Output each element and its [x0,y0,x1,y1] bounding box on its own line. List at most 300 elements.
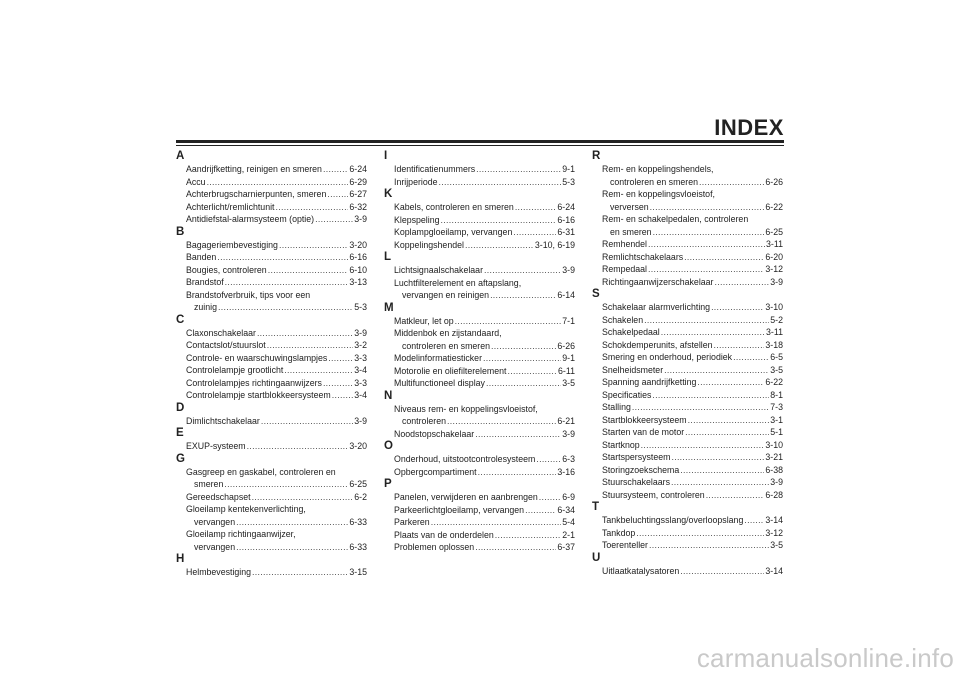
dot-leader [323,377,353,390]
dot-leader [652,389,769,402]
dot-leader [490,289,556,302]
index-entry-page: 3-9 [354,327,367,338]
index-entry-label: Parkeren [394,517,430,527]
index-entry[interactable] [384,403,575,428]
index-entry-page: 6-26 [765,176,783,187]
index-letter-heading: B [176,225,185,238]
index-entry[interactable] [592,489,783,502]
index-entry-label: Banden [186,252,217,262]
index-entry-label: Toerenteller [602,540,648,550]
index-entry-label: Startblokkeersysteem [602,414,687,425]
index-entry[interactable] [592,451,783,464]
index-entry-page: 6-38 [765,464,783,475]
dot-leader [465,239,534,252]
dot-leader [711,301,764,314]
dot-leader [486,377,561,390]
dot-leader [653,226,765,239]
index-entry-label: Controlelampje grootlicht [186,365,284,375]
index-entry[interactable] [176,176,367,189]
dot-leader [323,163,348,176]
index-entry-label: Problemen oplossen [394,542,475,552]
index-entry[interactable] [384,516,575,529]
index-entry[interactable] [176,377,367,390]
index-entry-page: 3-18 [765,339,783,350]
index-entry-page: 3-11 [766,327,783,337]
index-entry-label: Storingzoekschema [602,464,680,475]
index-entry[interactable] [592,301,783,314]
index-entry[interactable] [176,163,367,176]
index-entry[interactable] [176,289,367,314]
index-entry[interactable] [176,364,367,377]
index-letter-heading: M [384,301,394,314]
index-entry-label: Antidiefstal-alarmsysteem (optie) [186,214,315,224]
index-entry[interactable] [176,440,367,453]
index-entry-label: Stalling [602,402,631,412]
index-entry-page: 6-21 [557,416,575,426]
dot-leader [650,201,765,214]
dot-leader [484,264,561,277]
dot-leader [455,315,562,328]
dot-leader [439,176,562,189]
index-entry[interactable] [384,491,575,504]
dot-leader [267,339,354,352]
index-entry-label: Dimlichtschakelaar [186,415,260,426]
index-entry-page: 5-3 [562,176,575,187]
index-entry-page: 3-12 [765,264,783,274]
index-entry[interactable] [592,238,783,251]
index-entry-page: 3-10, 6-19 [534,239,575,250]
index-entry-page: 6-33 [349,541,367,552]
index-entry[interactable] [176,491,367,504]
index-entry[interactable] [592,464,783,477]
index-entry[interactable] [384,214,575,227]
dot-leader [327,188,348,201]
index-entry[interactable] [384,365,575,378]
index-entry-page: 3-5 [770,540,783,550]
dot-leader [744,514,764,527]
index-entry-label: Klepspeling [394,214,440,225]
header-rule-thin [176,145,784,146]
index-entry-page: 3-1 [770,414,783,425]
index-entry-label: Achterlicht/remlichtunit [186,201,275,212]
index-letter-heading: K [384,188,393,200]
index-entry[interactable] [592,351,783,364]
index-entry-label: Schokdemperunits, afstellen [602,339,713,350]
index-entry-page: 3-13 [349,277,367,287]
dot-leader [632,401,769,414]
index-entry-page: 6-20 [765,251,783,262]
index-column-2 [384,150,575,554]
index-entry[interactable] [176,327,367,340]
index-entry-page: 6-22 [765,201,783,212]
dot-leader [224,478,348,491]
index-entry[interactable] [176,201,367,214]
dot-leader [636,527,764,540]
index-entry[interactable] [592,414,783,427]
index-entry-label: Uitlaatkatalysatoren [602,565,680,576]
index-entry-label: Brandstofverbruik, tips voor een [186,289,311,300]
index-entry-label: Contactslot/stuurslot [186,340,266,350]
index-entry[interactable] [176,566,367,579]
index-entry-label: Spanning aandrijfketting [602,377,697,387]
dot-leader [664,364,769,377]
index-entry[interactable] [176,352,367,365]
dot-leader [706,489,765,502]
index-entry-page: 3-20 [349,441,367,451]
dot-leader [661,326,765,339]
index-entry-page: 3-20 [349,239,367,250]
index-entry[interactable] [592,213,783,238]
index-entry-label: Snelheidsmeter [602,364,664,375]
index-entry-label: Opbergcompartiment [394,466,477,477]
index-entry[interactable] [592,426,783,439]
index-entry[interactable] [176,276,367,289]
index-entry-page: 3-2 [354,340,367,350]
index-letter-heading: P [384,478,392,490]
dot-leader [332,389,354,402]
index-entry-label: Stuursysteem, controleren [602,489,705,500]
dot-leader [284,364,353,377]
index-entry-page: 6-16 [349,252,367,262]
index-entry-label: Matkleur, let op [394,315,454,326]
index-entry[interactable] [592,326,783,339]
index-entry[interactable] [384,428,575,441]
dot-leader [680,464,764,477]
index-entry-label: Smering en onderhoud, periodiek [602,352,733,362]
index-entry-page: 3-10 [765,439,783,450]
index-letter-heading: A [176,150,185,162]
dot-leader [225,276,349,289]
index-entry-label: Noodstopschakelaar [394,428,475,439]
dot-leader [478,466,557,479]
index-entry-label: Accu [186,176,206,187]
index-entry-label: Bagageriembevestiging [186,239,278,250]
index-entry-label: Helmbevestiging [186,567,252,577]
dot-leader [688,414,770,427]
dot-leader [495,529,562,542]
index-entry-label: Kabels, controleren en smeren [394,202,514,212]
index-entry[interactable] [592,251,783,264]
index-entry[interactable] [176,389,367,402]
index-entry-label: Rem- en koppelingsvloeistof, [602,189,715,199]
dot-leader [641,439,765,452]
index-entry[interactable] [384,529,575,542]
dot-leader [649,539,769,552]
index-entry[interactable] [384,264,575,277]
index-entry-page: 6-28 [765,489,783,500]
index-letter-heading: L [384,251,392,263]
index-entry-label: Onderhoud, uitstootcontrolesysteem [394,454,536,464]
dot-leader [276,201,349,214]
index-entry-page: 3-5 [562,378,575,388]
dot-leader [680,565,764,578]
index-entry-page: 6-22 [765,377,783,387]
index-entry[interactable] [384,239,575,252]
dot-leader [218,301,353,314]
index-entry-page: 6-14 [557,290,575,300]
index-entry-label: Bougies, controleren [186,264,267,275]
dot-leader [252,491,354,504]
dot-leader [671,451,764,464]
index-entry[interactable] [592,565,783,578]
index-entry[interactable] [176,415,367,428]
index-entry-page: 3-10 [765,302,783,312]
index-entry-label: Specificaties [602,389,652,400]
index-entry-label: Gloeilamp richtingaanwijzer, [186,529,296,539]
dot-leader [475,541,556,554]
index-entry-label: Stuurschakelaars [602,477,670,487]
dot-leader [431,516,562,529]
index-entry-label: Modelinformatiesticker [394,353,482,363]
index-entry-label: Aandrijfketting, reinigen en smeren [186,164,322,174]
index-letter-heading: R [592,150,601,162]
index-entry-label: Parkeerlichtgloeilamp, vervangen [394,504,525,515]
index-entry[interactable] [384,176,575,189]
index-entry[interactable] [384,377,575,390]
index-entry-page: 6-2 [354,491,367,502]
index-entry-page: 6-33 [349,516,367,527]
index-entry[interactable] [384,352,575,365]
index-entry-label: Schakelaar alarmverlichting [602,302,711,312]
index-entry[interactable] [592,401,783,414]
index-entry-label: Rempedaal [602,264,647,274]
index-entry-page: 3-9 [562,265,575,275]
index-entry[interactable] [176,188,367,201]
index-entry-page: 2-1 [562,529,575,540]
dot-leader [536,453,561,466]
index-entry-label: Startspersysteem [602,452,671,462]
index-entry[interactable] [384,541,575,554]
dot-leader [328,352,353,365]
index-entry[interactable] [592,339,783,352]
index-entry[interactable] [384,453,575,466]
index-entry-page: 7-1 [562,315,575,326]
index-entry-label: zuinig [194,302,217,312]
index-entry-page: 6-9 [562,492,575,502]
index-entry-page: 3-9 [354,214,367,224]
index-entry-label: Schakelpedaal [602,327,660,337]
dot-leader [671,476,769,489]
index-entry-label: vervangen en reinigen [402,290,490,300]
index-entry[interactable] [592,476,783,489]
index-entry-label: Controlelampje startblokkeersysteem [186,390,331,400]
index-letter-heading: G [176,452,185,465]
index-entry-page: 6-24 [349,164,367,174]
index-entry-label: Koppelingshendel [394,239,464,250]
index-entry-label: Startknop [602,439,640,450]
dot-leader [315,213,353,226]
index-entry[interactable] [384,315,575,328]
index-entry-label: Tankdop [602,527,636,538]
dot-leader [236,516,348,529]
header-rule [176,140,784,143]
index-entry[interactable] [384,226,575,239]
index-entry-page: 6-27 [349,189,367,199]
index-entry-label: Inrijperiode [394,176,438,187]
dot-leader [648,263,764,276]
index-column-1 [176,150,367,579]
index-entry-label: Achterbrugscharnierpunten, smeren [186,189,327,199]
dot-leader [684,251,764,264]
index-entry-page: 3-12 [765,527,783,538]
index-entry-page: 6-10 [349,264,367,275]
index-entry[interactable] [384,466,575,479]
index-entry-label: Remlichtschakelaars [602,251,684,262]
index-entry[interactable] [592,539,783,552]
index-entry-label: Controlelampjes richtingaanwijzers [186,377,322,388]
index-entry[interactable] [176,339,367,352]
index-entry[interactable] [384,163,575,176]
index-entry[interactable] [384,201,575,214]
index-entry-label: EXUP-systeem [186,441,246,451]
index-entry-label: Gasgreep en gaskabel, controleren en [186,466,336,477]
index-entry-label: Koplampgloeilamp, vervangen [394,227,513,237]
index-entry-label: vervangen [194,516,236,527]
index-entry-label: Brandstof [186,277,224,287]
index-entry-page: 3-9 [354,415,367,426]
index-entry-page: 3-16 [557,466,575,477]
dot-leader [447,415,556,428]
dot-leader [697,376,764,389]
index-entry-page: 6-11 [558,365,575,376]
index-entry-label: controleren en smeren [610,176,699,187]
index-entry-page: 3-3 [354,377,367,388]
dot-leader [475,428,561,441]
dot-leader [491,340,556,353]
index-entry-page: 9-1 [562,164,575,174]
index-entry-label: Motorolie en oliefilterelement [394,365,507,376]
index-entry[interactable] [176,466,367,491]
index-entry-label: controleren en smeren [402,340,491,351]
index-column-3 [592,150,783,577]
index-entry-label: Plaats van de onderdelen [394,529,494,540]
index-entry-label: Gereedschapset [186,491,251,502]
index-entry[interactable] [592,439,783,452]
dot-leader [476,163,561,176]
index-entry[interactable] [592,314,783,327]
index-entry-page: 3-15 [349,567,367,577]
index-entry-label: controleren [402,416,447,426]
dot-leader [714,339,765,352]
dot-leader [279,239,348,252]
index-entry-page: 6-25 [349,479,367,489]
index-entry-label: Middenbok en zijstandaard, [394,328,502,338]
index-entry-page: 3-14 [765,565,783,576]
index-entry-label: Schakelen [602,314,644,325]
index-entry[interactable] [384,504,575,517]
index-entry[interactable] [592,188,783,213]
index-entry[interactable] [592,376,783,389]
index-entry-label: Identificatienummers [394,164,476,174]
dot-leader [513,226,556,239]
index-entry-label: Lichtsignaalschakelaar [394,265,483,275]
index-entry-page: 3-14 [765,515,783,525]
dot-leader [515,201,557,214]
dot-leader [440,214,556,227]
index-entry-label: en smeren [610,226,652,237]
index-entry-label: Rem- en koppelingshendels, [602,164,714,174]
dot-leader [261,415,353,428]
index-entry[interactable] [176,239,367,252]
index-entry-label: verversen [610,201,649,212]
dot-leader [685,426,769,439]
index-entry-page: 3-4 [354,390,367,400]
index-entry[interactable] [176,528,367,553]
index-entry[interactable] [176,503,367,528]
dot-leader [507,365,557,378]
dot-leader [648,238,765,251]
index-entry-page: 6-29 [349,176,367,187]
index-entry-page: 5-3 [354,302,367,312]
index-entry[interactable] [384,277,575,302]
dot-leader [483,352,561,365]
dot-leader [714,276,769,289]
index-entry-label: Niveaus rem- en koppelingsvloeistof, [394,403,538,414]
index-entry-page: 7-3 [770,402,783,412]
index-entry-page: 3-9 [770,477,783,487]
index-entry-page: 6-37 [557,542,575,552]
dot-leader [236,541,348,554]
index-entry-label: smeren [194,479,224,489]
index-entry-label: Remhendel [602,239,647,249]
index-entry-page: 3-9 [770,276,783,287]
dot-leader [247,440,349,453]
dot-leader [257,327,353,340]
index-entry[interactable] [176,213,367,226]
index-entry-page: 3-21 [765,452,783,462]
index-entry[interactable] [384,327,575,352]
index-entry[interactable] [592,364,783,377]
index-letter-heading: O [384,440,393,452]
index-entry-page: 5-2 [770,314,783,325]
index-entry[interactable] [592,163,783,188]
index-letter-heading: U [592,551,601,564]
index-entry[interactable] [592,389,783,402]
index-entry[interactable] [176,251,367,264]
index-entry-label: Controle- en waarschuwingslampjes [186,352,328,363]
index-entry-page: 6-16 [557,214,575,225]
index-entry[interactable] [176,264,367,277]
index-letter-heading: N [384,389,393,402]
index-entry[interactable] [592,527,783,540]
index-entry-page: 9-1 [562,353,575,363]
page-title: INDEX [714,115,784,140]
index-letter-heading: H [176,553,185,565]
index-entry-page: 6-3 [562,454,575,464]
index-entry[interactable] [592,276,783,289]
index-entry-label: Richtingaanwijzerschakelaar [602,276,714,287]
index-letter-heading: T [592,501,600,513]
index-entry-page: 6-31 [557,227,575,237]
watermark: carmanualsonline.info [696,643,954,673]
dot-leader [217,251,348,264]
dot-leader [644,314,769,327]
index-entry[interactable] [592,514,783,527]
index-entry-label: Starten van de motor [602,427,685,437]
index-entry-label: Multifunctioneel display [394,378,485,388]
index-entry-page: 8-1 [770,389,783,400]
index-entry-page: 3-4 [354,365,367,375]
index-entry[interactable] [592,263,783,276]
index-letter-heading: S [592,288,600,300]
index-entry-page: 6-34 [557,504,575,515]
dot-leader [252,566,348,579]
index-entry-page: 6-5 [770,352,783,362]
index-entry-page: 6-26 [557,340,575,351]
dot-leader [268,264,349,277]
index-entry-page: 5-1 [770,427,783,437]
index-entry-page: 3-5 [770,364,783,375]
